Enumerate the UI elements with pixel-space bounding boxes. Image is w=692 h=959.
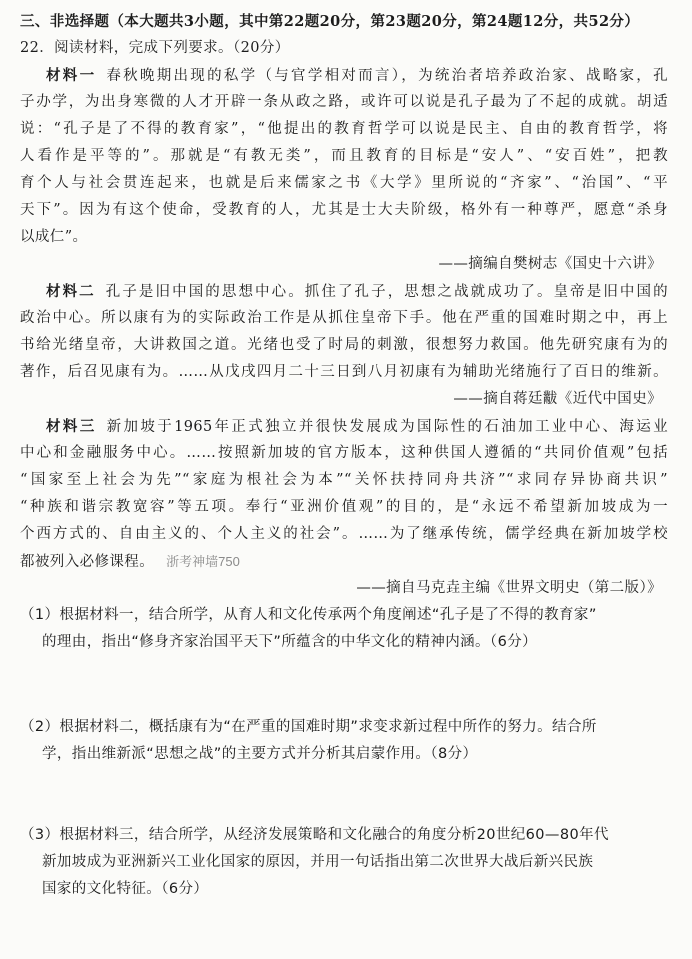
material-line: 材料二 孔子是旧中国的思想中心。抓住了孔子，思想之战就成功了。皇帝是旧中国的 bbox=[46, 283, 668, 300]
material-line: 政治中心。所以康有为的实际政治工作是从抓住皇帝下手。他在严重的国难时期之中，再上 bbox=[20, 310, 668, 326]
question-line: （2）根据材料二，概括康有为“在严重的国难时期”求变求新过程中所作的努力。结合所 bbox=[20, 719, 597, 735]
material-source: ——摘编自樊树志《国史十六讲》 bbox=[438, 256, 662, 272]
question-line: 学，指出维新派“思想之战”的主要方式并分析其启蒙作用。（8分） bbox=[42, 746, 478, 762]
question-line: 新加坡成为亚洲新兴工业化国家的原因，并用一句话指出第二次世界大战后新兴民族 bbox=[42, 854, 594, 870]
watermark: 浙考神墙750 bbox=[166, 554, 240, 569]
material-one bbox=[20, 62, 668, 278]
question-title: 22．阅读材料，完成下列要求。（20分） bbox=[20, 40, 290, 56]
material-line: 著作，后召见康有为。……从戊戌四月二十三日到八月初康有为辅助光绪施行了百日的维新。 bbox=[20, 364, 668, 380]
question-1 bbox=[20, 602, 668, 656]
material-line: 人看作是平等的”。那就是“有教无类”，而且教育的目标是“安人”、“安百姓”，把教 bbox=[20, 148, 668, 164]
material-label: 材料三 bbox=[46, 418, 97, 435]
material-line: 中心和金融服务中心。……按照新加坡的官方版本，这种供国人遵循的“共同价值观”包括 bbox=[20, 445, 668, 461]
question-line: （3）根据材料三，结合所学，从经济发展策略和文化融合的角度分析20世纪60—80年代 bbox=[20, 827, 609, 843]
material-line: 材料三 新加坡于1965年正式独立并很快发展成为国际性的石油加工业中心、海运业 bbox=[46, 418, 668, 435]
material-line: 说：“孔子是了不得的教育家”，“他提出的教育哲学可以说是民主、自由的教育哲学，将 bbox=[20, 121, 668, 137]
material-line: 都被列入必修课程。 浙考神墙750 bbox=[20, 554, 240, 570]
material-line: “国家至上社会为先”“家庭为根社会为本”“关怀扶持同舟共济”“求同存异协商共识” bbox=[20, 472, 668, 488]
material-source: ——摘自马克垚主编《世界文明史（第二版）》 bbox=[356, 580, 662, 596]
question-line: 国家的文化特征。（6分） bbox=[42, 881, 209, 897]
question-2 bbox=[20, 714, 668, 768]
material-line: 书给光绪皇帝，大讲救国之道。光绪也受了时局的刺激，很想努力救国。他先研究康有为的 bbox=[20, 337, 668, 353]
section-heading: 三、非选择题（本大题共3小题，其中第22题20分，第23题20分，第24题12分，共52分） bbox=[20, 13, 640, 30]
material-line: 育个人与社会贯连起来，也就是后来儒家之书《大学》里所说的“齐家”、“治国”、“平 bbox=[20, 175, 668, 191]
answer-space bbox=[20, 656, 668, 714]
question-line: 的理由，指出“修身齐家治国平天下”所蕴含的中华文化的精神内涵。（6分） bbox=[42, 634, 537, 650]
material-line: 以成仁”。 bbox=[20, 229, 88, 245]
material-line: “种族和谐宗教宽容”等五项。奉行“亚洲价值观”的目的，是“永远不希望新加坡成为一 bbox=[20, 499, 668, 515]
material-source: ——摘自蒋廷黻《近代中国史》 bbox=[453, 391, 662, 407]
material-two bbox=[20, 278, 668, 413]
question-3 bbox=[20, 822, 668, 903]
material-line: 材料一 春秋晚期出现的私学（与官学相对而言），为统治者培养政治家、战略家，孔 bbox=[46, 67, 668, 84]
question-line: （1）根据材料一，结合所学，从育人和文化传承两个角度阐述“孔子是了不得的教育家” bbox=[20, 607, 597, 623]
material-three bbox=[20, 413, 668, 602]
material-line: 子办学，为出身寒微的人才开辟一条从政之路，或许可以说是孔子最为了不起的成就。胡适 bbox=[20, 94, 668, 110]
material-line: 个西方式的、自由主义的、个人主义的社会”。……为了继承传统，儒学经典在新加坡学校 bbox=[20, 526, 668, 542]
material-label: 材料一 bbox=[46, 67, 97, 84]
material-line: 天下”。因为有这个使命，受教育的人，尤其是士大夫阶级，格外有一种尊严，愿意“杀身 bbox=[20, 202, 668, 218]
answer-space bbox=[20, 768, 668, 822]
material-label: 材料二 bbox=[46, 283, 96, 300]
